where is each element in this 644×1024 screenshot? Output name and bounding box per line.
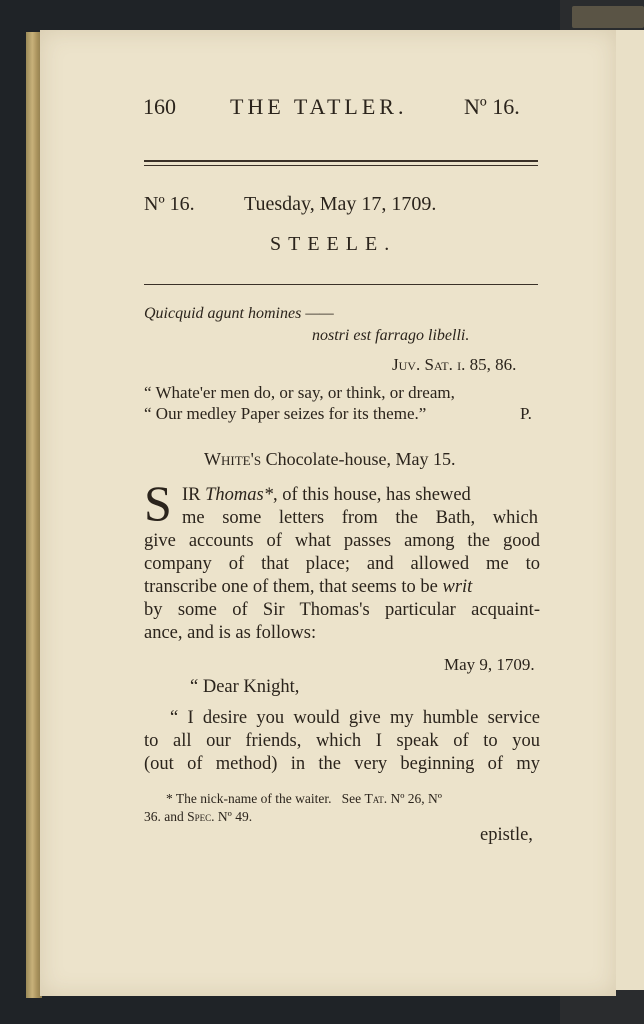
body-line-4: company of that place; and allowed me to (144, 554, 540, 574)
sir-thomas-name: Thomas* (205, 485, 273, 505)
body-line-2: me some letters from the Bath, which (182, 508, 538, 528)
body-line-3: give accounts of what passes among the good (144, 531, 540, 551)
body-line-5 (144, 578, 540, 597)
author-name: STEELE. (270, 233, 397, 255)
footnote-line-2-start: 36. and (144, 809, 184, 824)
issue-date: Tuesday, May 17, 1709. (244, 193, 437, 215)
body-line-5-italic: writ (442, 577, 473, 597)
issue-reference: Nº 16. (464, 94, 520, 119)
binding-tab (572, 6, 644, 28)
body-line-7: ance, and is as follows: (144, 623, 317, 643)
body-line-6: by some of Sir Thomas's particular acquaint- (144, 600, 540, 620)
dateline-rest: Chocolate-house, May 15. (265, 449, 456, 469)
letter-line-3: (out of method) in the very beginning of my (144, 754, 540, 774)
footnote-line-2-end: Nº 49. (217, 809, 253, 824)
translation-line-2: “ Our medley Paper seizes for its theme.” (144, 404, 427, 423)
translation-line-1: “ Whate'er men do, or say, or think, or dream, (144, 383, 455, 402)
section-rule (144, 284, 538, 285)
catchword: epistle, (480, 825, 533, 845)
motto-line-2: nostri est farrago libelli. (312, 327, 470, 344)
body-line-5-start: transcribe one of them, that seems to be (144, 577, 438, 597)
page-number: 160 (143, 94, 176, 119)
header-rule-top (144, 160, 538, 162)
letter-line-2: to all our friends, which I speak of to you (144, 731, 540, 751)
drop-cap: S (144, 475, 172, 531)
footnote-spec-ref: Spec. (187, 809, 215, 824)
book-page (40, 30, 616, 996)
next-page-edge (612, 30, 644, 990)
footnote-line-2 (144, 810, 252, 824)
running-title: THE TATLER. (230, 94, 408, 119)
footnote-tat-ref: Tat. (364, 791, 388, 806)
footnote-text: * The nick-name of the waiter. (166, 791, 332, 806)
footnote-line-1 (166, 792, 442, 806)
body-line-1-start: IR (182, 485, 201, 505)
page-content (40, 30, 616, 996)
issue-number: Nº 16. (144, 193, 195, 215)
letter-salutation: “ Dear Knight, (190, 677, 300, 697)
footnote-see: See (341, 791, 362, 806)
dateline-place: White's (204, 449, 262, 469)
motto-source: Juv. Sat. i. 85, 86. (392, 355, 517, 374)
header-rule-bottom (144, 165, 538, 166)
motto-line-1: Quicquid agunt homines —— (144, 305, 334, 322)
body-line-1 (182, 486, 471, 505)
letter-line-1: “ I desire you would give my humble service (170, 708, 540, 728)
translation-mark: P. (520, 404, 532, 423)
body-line-1-end: , of this house, has shewed (272, 485, 471, 505)
footnote-line-1-end: Nº 26, Nº (390, 791, 442, 806)
letter-date: May 9, 1709. (444, 655, 535, 674)
dateline (204, 450, 456, 468)
